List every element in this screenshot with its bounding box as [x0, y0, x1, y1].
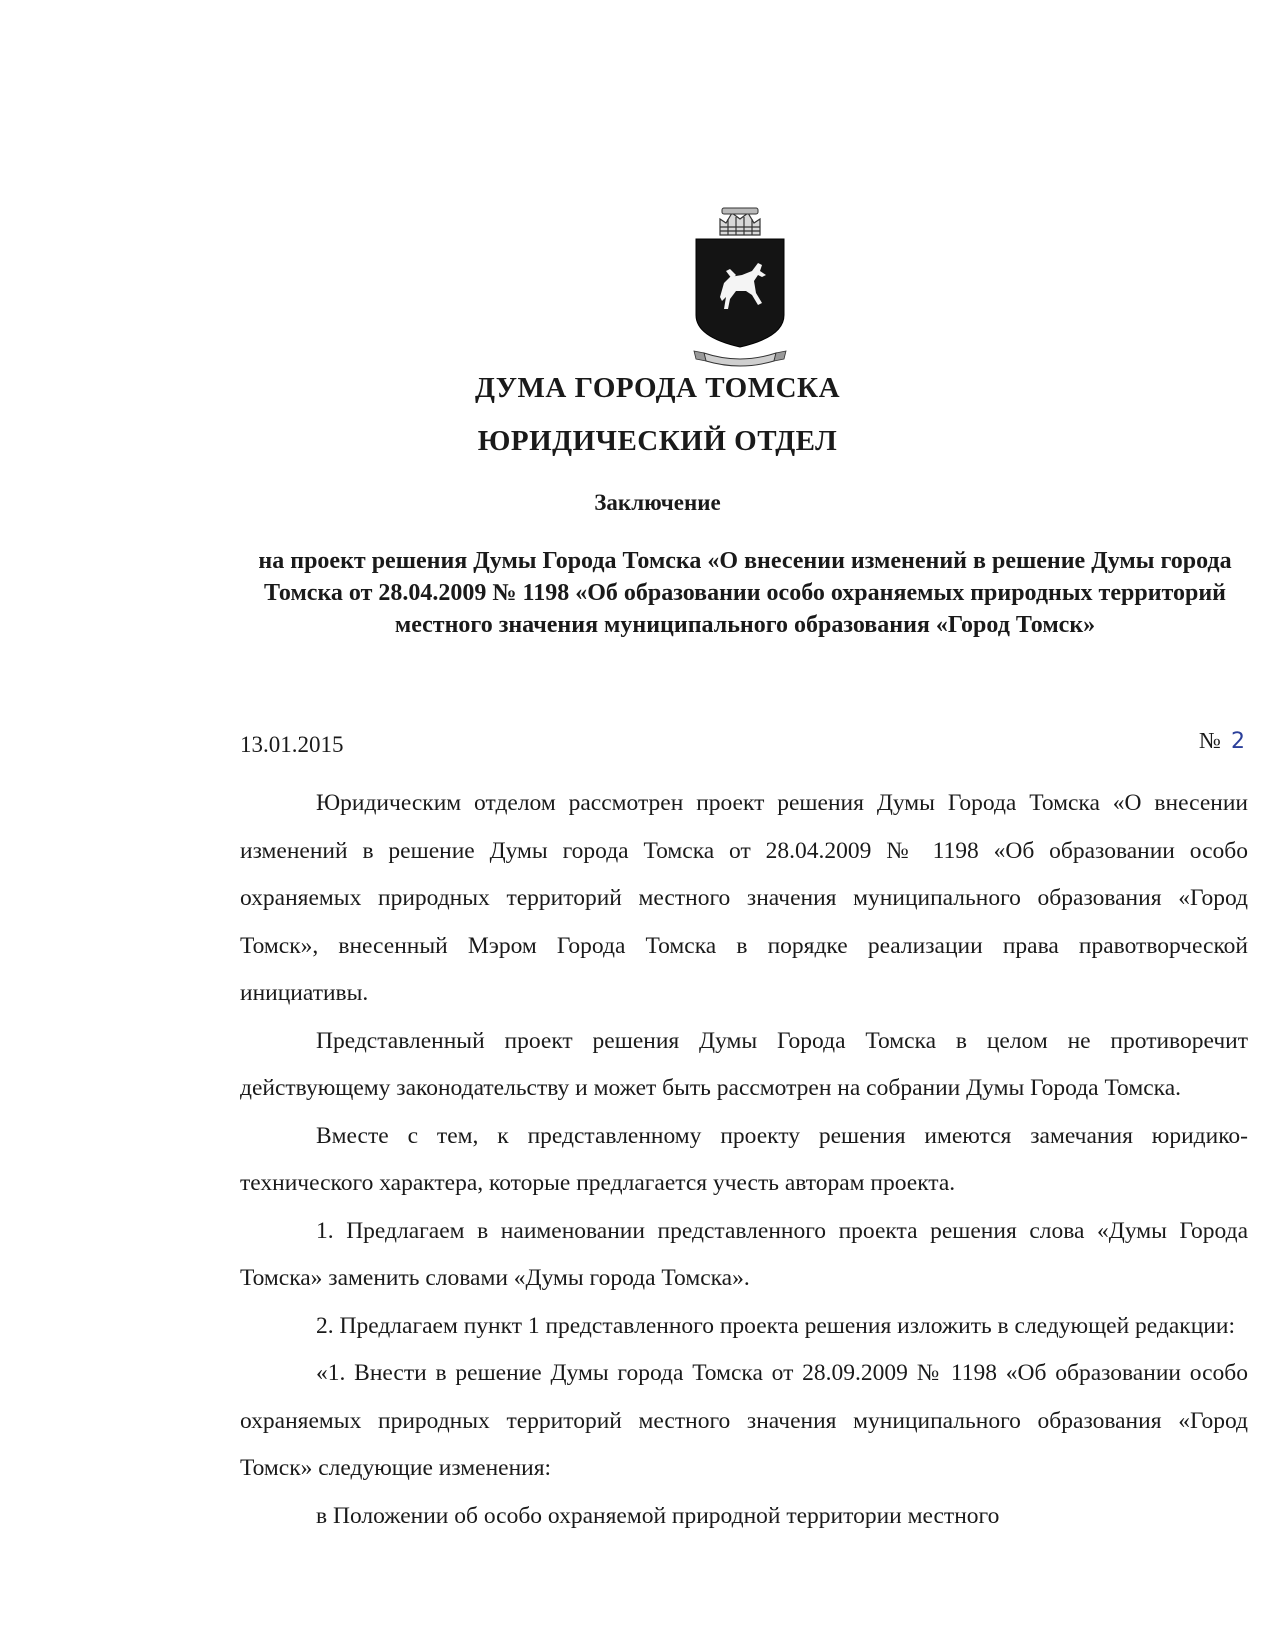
paragraph: Вместе с тем, к представленному проекту решения имеются замечания юридико-технического характера, которые предлагается учесть авторам проекта. — [240, 1122, 1248, 1196]
organization-name: ДУМА ГОРОДА ТОМСКА — [474, 372, 841, 404]
paragraph: 2. Предлагаем пункт 1 представленного проекта решения изложить в следующей редакции: — [316, 1312, 1235, 1339]
department-name: ЮРИДИЧЕСКИЙ ОТДЕЛ — [477, 425, 838, 457]
document-number-label: № — [1199, 728, 1221, 753]
document-number — [1199, 728, 1245, 754]
paragraph: Представленный проект решения Думы Города Томска в целом не противоречит действующему законодательству и может быть рассмотрен на собрании Думы Города Томска. — [240, 1027, 1248, 1101]
document-date: 13.01.2015 — [240, 732, 344, 757]
document-number-value: 2 — [1231, 729, 1245, 754]
paragraph: «1. Внести в решение Думы города Томска от 28.09.2009 № 1198 «Об образовании особо охраняемых природных территорий местного значения муниципального образования «Город Томск» следующие изменения: — [240, 1360, 1248, 1481]
document-subject: на проект решения Думы Города Томска «О внесении изменений в решение Думы города Томска от 28.04.2009 № 1198 «Об образовании особо охраняемых природных территорий местного значения муниципального образования «Город Томск» — [258, 548, 1232, 638]
document-body — [240, 780, 1248, 1540]
coat-of-arms-icon — [690, 205, 790, 375]
paragraph: 1. Предлагаем в наименовании представленного проекта решения слова «Думы Города Томска» заменить словами «Думы города Томска». — [240, 1217, 1248, 1291]
paragraph: в Положении об особо охраняемой природной территории местного — [316, 1502, 1000, 1529]
document-title: Заключение — [594, 490, 721, 515]
paragraph: Юридическим отделом рассмотрен проект решения Думы Города Томска «О внесении изменений в решение Думы города Томска от 28.04.2009 № 1198 «Об образовании особо охраняемых природных территорий местного значения муниципального образования «Город Томск», внесенный Мэром Города Томска в порядке реализации права правотворческой инициативы. — [240, 790, 1248, 1006]
